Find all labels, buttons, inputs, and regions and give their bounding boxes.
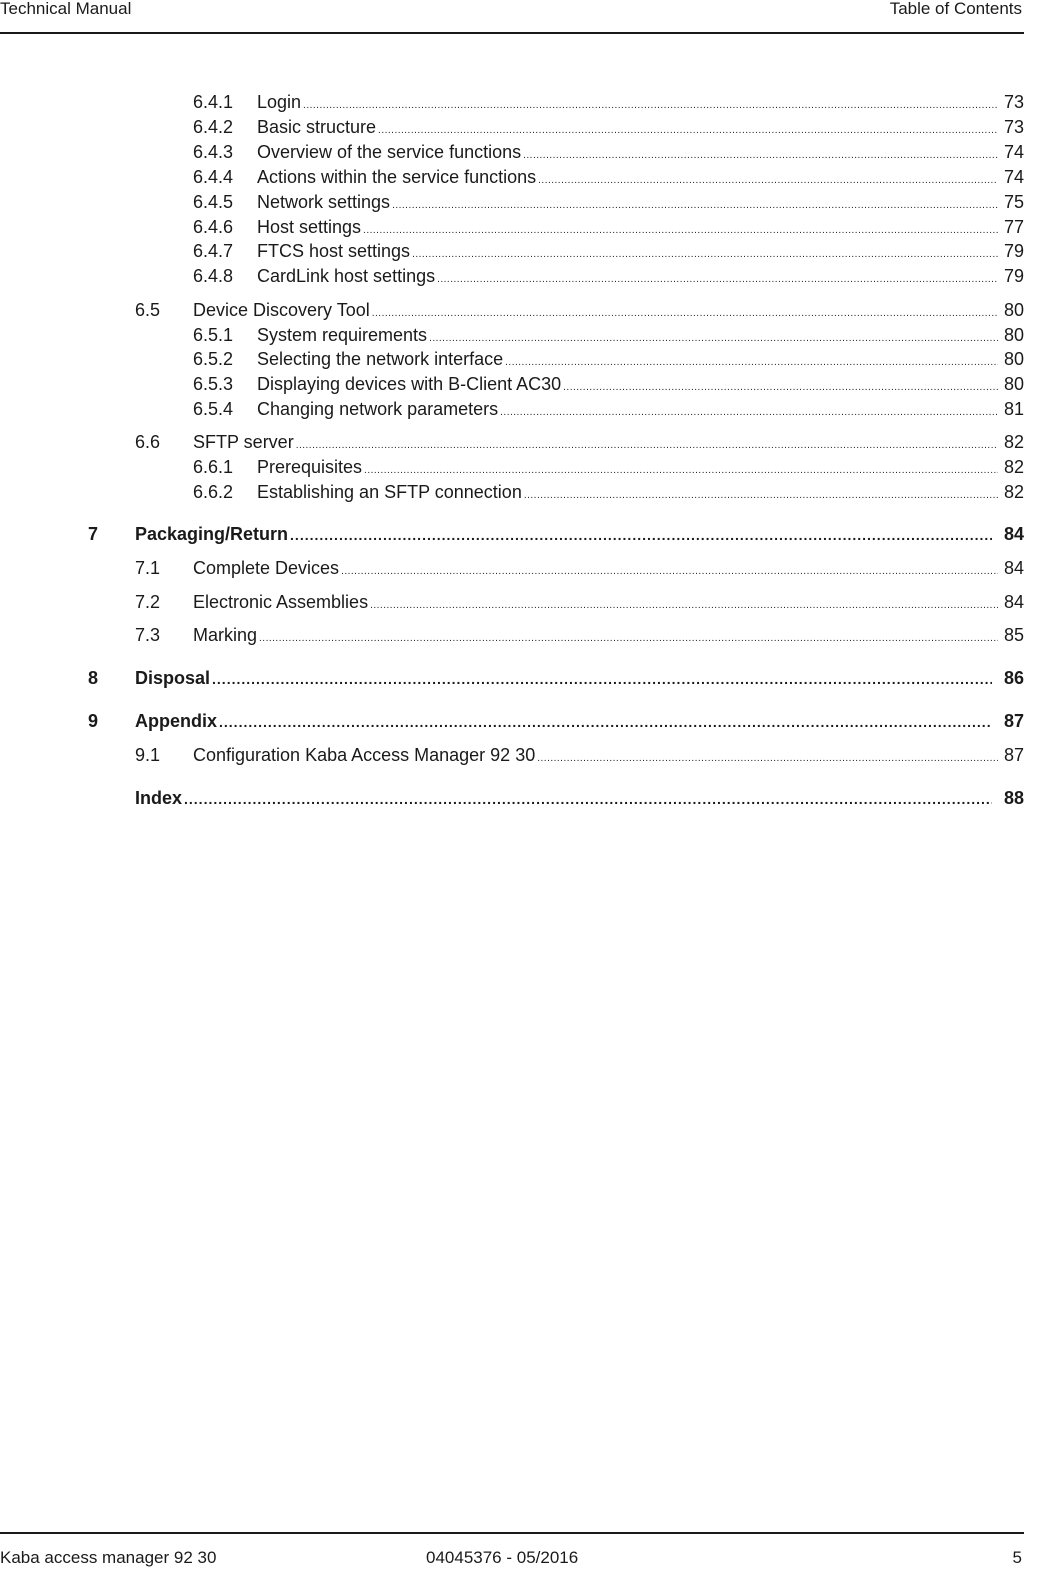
toc-entry-number: 7: [88, 524, 99, 544]
toc-entry[interactable]: [0, 590, 1024, 614]
toc-entry-number: 6.5: [135, 300, 161, 320]
toc-entry-page: 84: [1003, 558, 1024, 578]
toc-entry-title: Marking: [193, 625, 258, 645]
toc-entry-number: 6.5.1: [193, 325, 234, 345]
toc-entry-number: 6.5.4: [193, 399, 234, 419]
toc-entry-title: Selecting the network interface: [257, 349, 504, 369]
toc-entry-title: Displaying devices with B-Client AC30: [257, 374, 562, 394]
toc-entry-page: 73: [1003, 117, 1024, 137]
toc-entry-title: FTCS host settings: [257, 241, 411, 261]
toc-entry-title: Electronic Assemblies: [193, 592, 369, 612]
toc-entry-page: 85: [1003, 625, 1024, 645]
toc-entry[interactable]: [0, 215, 1024, 239]
toc-entry[interactable]: [0, 455, 1024, 479]
toc-entry[interactable]: [0, 347, 1024, 371]
toc-entry-title: Login: [257, 92, 302, 112]
toc-entry[interactable]: [0, 165, 1024, 189]
footer-product-name: Kaba access manager 92 30: [0, 1548, 217, 1567]
toc-entry-page: 82: [1003, 482, 1024, 502]
toc-entry-number: 6.4.6: [193, 217, 234, 237]
toc-entry-page: 80: [1003, 300, 1024, 320]
toc-entry-number: 6.6.2: [193, 482, 234, 502]
toc-entry-number: 9: [88, 711, 99, 731]
toc-entry-page: 87: [1003, 711, 1024, 731]
toc-entry-title: Disposal: [135, 668, 211, 688]
toc-entry-title: Changing network parameters: [257, 399, 499, 419]
toc-entry[interactable]: [0, 140, 1024, 164]
toc-leader-dots: [537, 747, 998, 771]
toc-leader-dots: [290, 523, 992, 547]
toc-entry[interactable]: [0, 743, 1024, 767]
toc-entry-title: Actions within the service functions: [257, 167, 537, 187]
toc-entry-number: 6.4.2: [193, 117, 234, 137]
toc-chapter-entry[interactable]: [0, 522, 1024, 546]
toc-leader-dots: [212, 667, 992, 691]
toc-index-entry[interactable]: [0, 786, 1024, 810]
toc-entry-number: 7.1: [135, 558, 161, 578]
toc-entry-title: Host settings: [257, 217, 362, 237]
toc-entry-title: CardLink host settings: [257, 266, 436, 286]
toc-chapter-entry[interactable]: [0, 666, 1024, 690]
toc-entry-title: System requirements: [257, 325, 428, 345]
toc-entry-title: Configuration Kaba Access Manager 92 30: [193, 745, 536, 765]
toc-entry[interactable]: [0, 239, 1024, 263]
toc-entry[interactable]: [0, 264, 1024, 288]
header-section-title: Table of Contents: [889, 0, 1022, 18]
toc-entry-number: 6.4.1: [193, 92, 234, 112]
footer-page-number: 5: [1012, 1548, 1022, 1567]
toc-entry-title: Packaging/Return: [135, 524, 289, 544]
toc-entry-title: Establishing an SFTP connection: [257, 482, 522, 502]
toc-entry-page: 79: [1003, 266, 1024, 286]
toc-leader-dots: [259, 627, 998, 651]
toc-entry-number: 7.3: [135, 625, 161, 645]
toc-entry-page: 86: [1003, 668, 1024, 688]
toc-entry-page: 77: [1003, 217, 1024, 237]
toc-entry-number: 7.2: [135, 592, 161, 612]
toc-entry-page: 80: [1003, 374, 1024, 394]
page-header: [0, 0, 1024, 34]
toc-leader-dots: [184, 787, 992, 811]
toc-entry[interactable]: [0, 623, 1024, 647]
toc-entry-page: 82: [1003, 432, 1024, 452]
toc-entry-number: 9.1: [135, 745, 161, 765]
toc-leader-dots: [524, 484, 998, 508]
toc-leader-dots: [370, 594, 998, 618]
toc-entry-page: 87: [1003, 745, 1024, 765]
toc-leader-dots: [341, 560, 998, 584]
toc-entry-title: Basic structure: [257, 117, 377, 137]
toc-entry[interactable]: [0, 372, 1024, 396]
toc-entry-number: 6.6.1: [193, 457, 234, 477]
toc-entry-number: 6.5.2: [193, 349, 234, 369]
toc-entry[interactable]: [0, 397, 1024, 421]
toc-leader-dots: [500, 401, 998, 425]
toc-entry-number: 6.4.4: [193, 167, 234, 187]
toc-entry[interactable]: [0, 323, 1024, 347]
toc-chapter-entry[interactable]: [0, 709, 1024, 733]
toc-entry-number: 6.4.5: [193, 192, 234, 212]
toc-entry-number: 6.6: [135, 432, 161, 452]
toc-entry[interactable]: [0, 190, 1024, 214]
toc-entry-title: Index: [135, 788, 183, 808]
toc-entry-page: 88: [1003, 788, 1024, 808]
toc-entry-page: 84: [1003, 592, 1024, 612]
toc-entry-page: 82: [1003, 457, 1024, 477]
toc-entry-page: 81: [1003, 399, 1024, 419]
toc-entry-page: 79: [1003, 241, 1024, 261]
toc-entry[interactable]: [0, 115, 1024, 139]
footer-document-number: 04045376 - 05/2016: [426, 1548, 579, 1567]
toc-entry-page: 80: [1003, 325, 1024, 345]
toc-entry-number: 8: [88, 668, 99, 688]
toc-entry-title: Overview of the service functions: [257, 142, 522, 162]
toc-entry[interactable]: [0, 430, 1024, 454]
header-document-title: Technical Manual: [0, 0, 132, 18]
toc-entry-page: 84: [1003, 524, 1024, 544]
toc-entry-page: 80: [1003, 349, 1024, 369]
toc-entry-page: 74: [1003, 167, 1024, 187]
toc-entry[interactable]: [0, 90, 1024, 114]
toc-entry-page: 74: [1003, 142, 1024, 162]
toc-entry[interactable]: [0, 480, 1024, 504]
toc-entry-number: 6.4.8: [193, 266, 234, 286]
toc-entry-title: Prerequisites: [257, 457, 363, 477]
toc-entry-number: 6.4.7: [193, 241, 234, 261]
toc-entry[interactable]: [0, 298, 1024, 322]
toc-leader-dots: [437, 268, 998, 292]
toc-entry-page: 75: [1003, 192, 1024, 212]
toc-entry[interactable]: [0, 556, 1024, 580]
toc-entry-title: Appendix: [135, 711, 218, 731]
toc-entry-number: 6.5.3: [193, 374, 234, 394]
toc-entry-title: Network settings: [257, 192, 391, 212]
toc-entry-page: 73: [1003, 92, 1024, 112]
toc-entry-title: SFTP server: [193, 432, 294, 452]
toc-entry-title: Device Discovery Tool: [193, 300, 370, 320]
toc-entry-number: 6.4.3: [193, 142, 234, 162]
toc-leader-dots: [219, 710, 992, 734]
page-footer: [0, 1532, 1024, 1587]
toc-entry-title: Complete Devices: [193, 558, 340, 578]
